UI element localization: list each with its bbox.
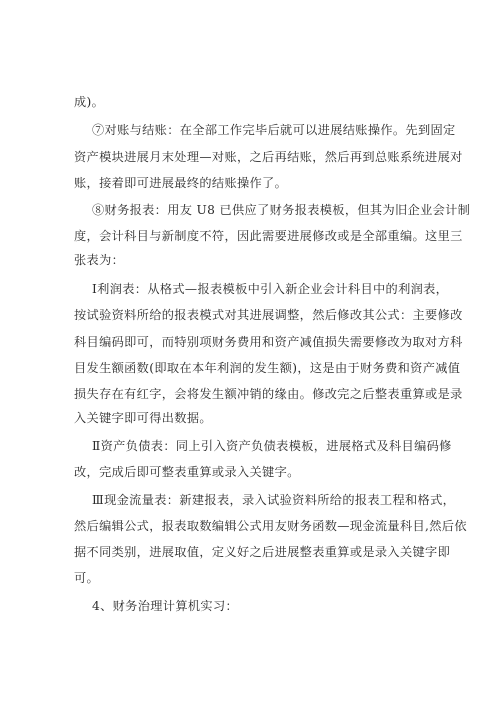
- text-line: 入关键字即可得出数据。: [74, 411, 212, 425]
- text-line: 账，接着即可进展最终的结账操作了。: [74, 176, 288, 190]
- text-line: 改，完成后即可整表重算或录入关键字。: [74, 465, 300, 479]
- text-line: Ⅰ利润表：从格式—报表模板中引入新企业会计科目中的利润表，: [92, 282, 449, 296]
- text-line: 科目编码即可，而特别项财务费用和资产减值损失需要修改为取对方科: [74, 335, 463, 349]
- text-line: Ⅱ资产负债表：同上引入资产负债表模板，进展格式及科目编码修: [92, 439, 452, 453]
- text-line: Ⅲ现金流量表：新建报表，录入试验资料所给的报表工程和格式，: [92, 493, 456, 507]
- section-heading: 4、财务治理计算机实习：: [92, 599, 239, 613]
- text-line: ⑦对账与结账：在全部工作完毕后就可以进展结账操作。先到固定: [92, 123, 456, 137]
- text-line: ⑧财务报表：用友 U8 已供应了财务报表模板，但其为旧企业会计制: [92, 203, 471, 217]
- text-line: 目发生额函数(即取在本年利润的发生额)，这是由于财务费和资产减值: [74, 361, 461, 375]
- text-line: 然后编辑公式，报表取数编辑公式用友财务函数—现金流量科目,然后依: [74, 519, 467, 533]
- text-line: 张表为：: [74, 253, 125, 267]
- text-line: 成)。: [74, 95, 105, 109]
- text-line: 度，会计科目与新制度不符，因此需要进展修改或是全部重编。这里三: [74, 229, 463, 243]
- text-line: 按试验资料所给的报表模式对其进展调整，然后修改其公式：主要修改: [74, 308, 463, 322]
- text-line: 资产模块进展月末处理—对账，之后再结账，然后再到总账系统进展对: [74, 150, 463, 164]
- text-line: 可。: [74, 571, 100, 585]
- text-line: 损失存在有红字，会将发生额冲销的缘由。修改完之后整表重算或是录: [74, 387, 463, 401]
- text-line: 据不同类别，进展取值，定义好之后进展整表重算或是录入关键字即: [74, 545, 451, 559]
